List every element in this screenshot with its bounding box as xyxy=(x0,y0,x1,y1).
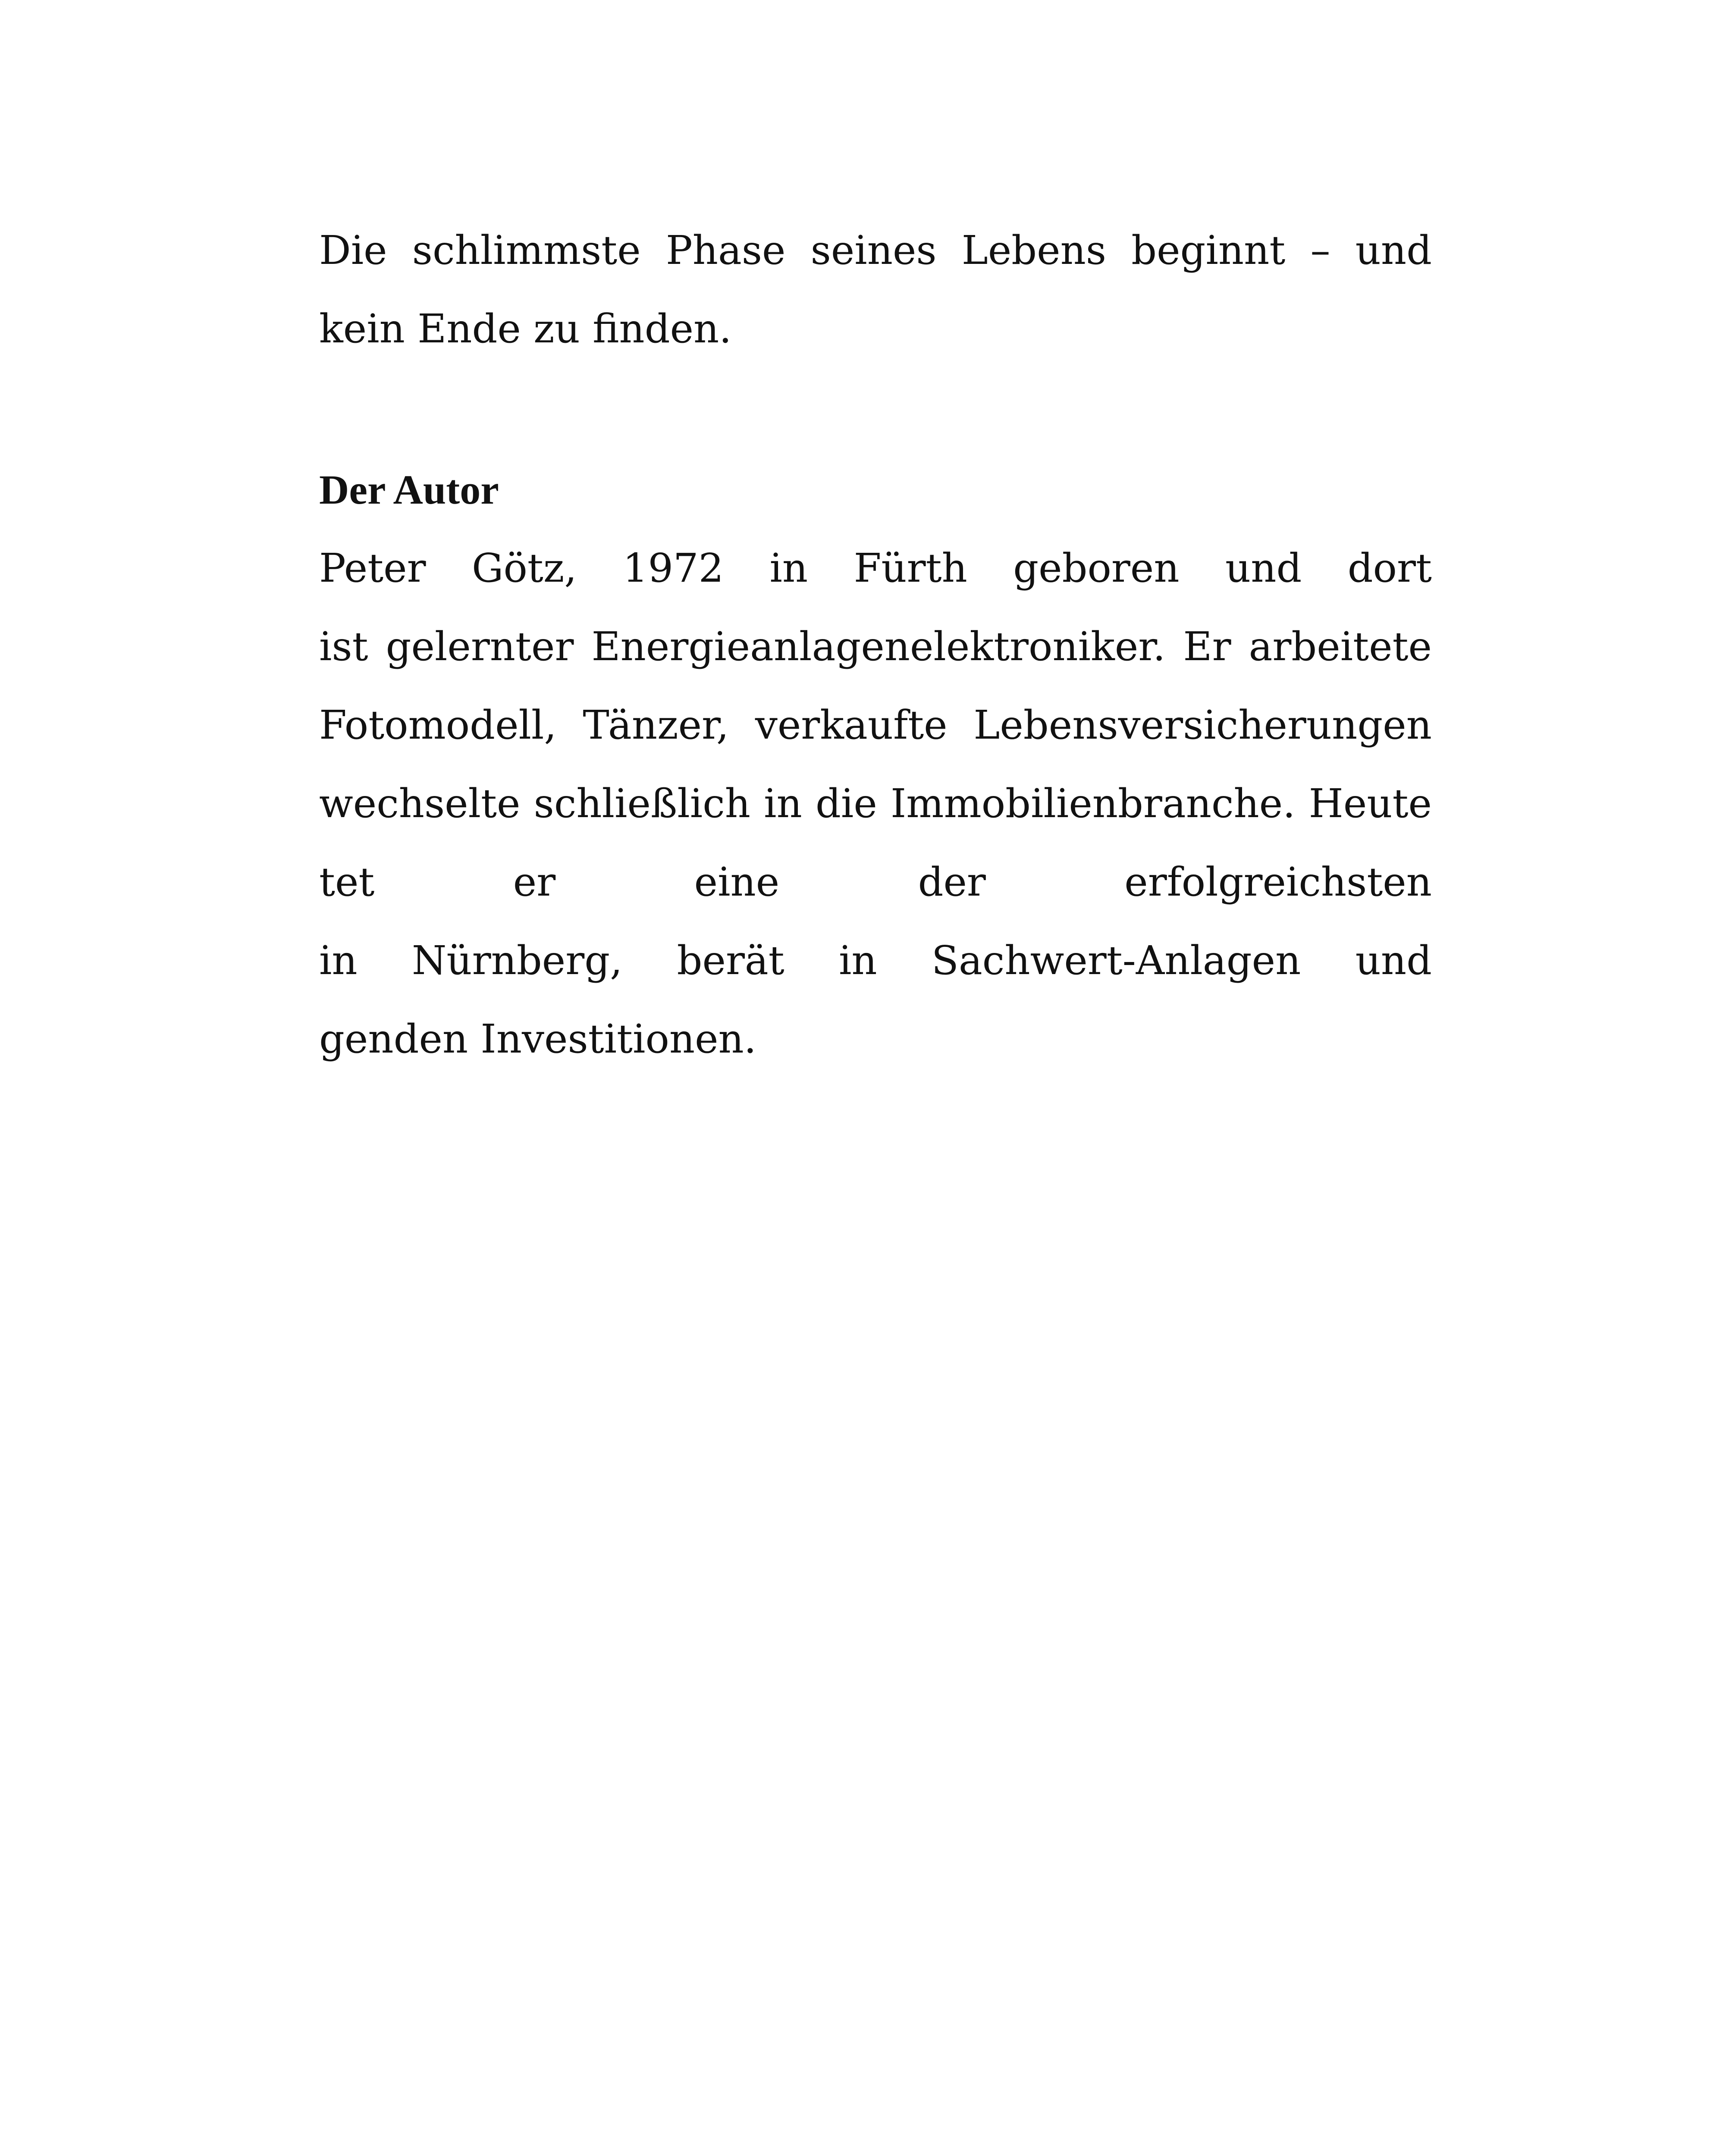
author-section xyxy=(319,451,1432,1078)
author-bio-line: ist gelernter Energieanlagenelektroniker. Er arbeitete xyxy=(319,624,1432,670)
author-bio-line: tet er eine der erfolgreichsten xyxy=(319,859,1432,905)
author-bio-line: Peter Götz, 1972 in Fürth geboren und dort xyxy=(319,545,1432,591)
author-bio-line: in Nürnberg, berät in Sachwert-Anlagen und xyxy=(319,937,1432,984)
intro-line: Die schlimmste Phase seines Lebens beginnt – und xyxy=(319,227,1432,273)
intro-line: kein Ende zu finden. xyxy=(319,306,732,352)
intro-paragraph xyxy=(319,211,1432,368)
author-bio-line: genden Investitionen. xyxy=(319,1016,757,1062)
author-bio-line: wechselte schließlich in die Immobilienbranche. Heute xyxy=(319,780,1432,827)
section-heading: Der Autor xyxy=(319,467,499,513)
author-bio-line: Fotomodell, Tänzer, verkaufte Lebensversicherungen xyxy=(319,702,1432,748)
